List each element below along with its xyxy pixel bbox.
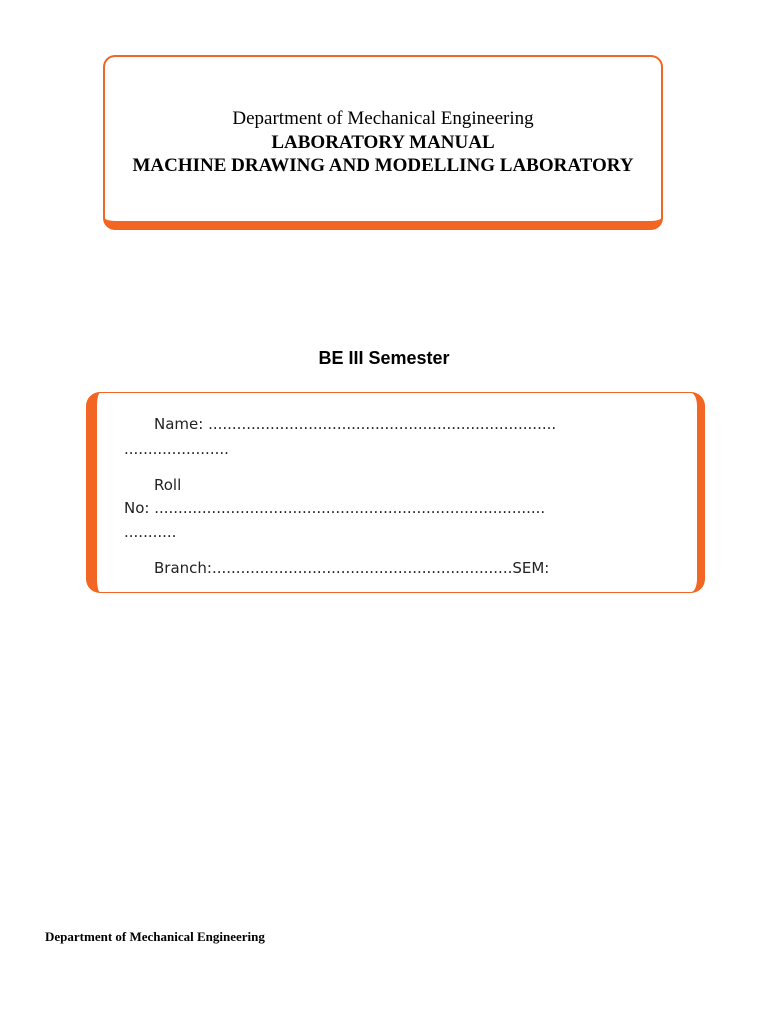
student-info-box [86, 392, 705, 593]
branch-sem-field-line: Branch:...............................................................SEM: [154, 559, 550, 577]
name-field-line: Name: ......................................................................... [154, 415, 557, 433]
roll-field-continuation: ........... [124, 523, 177, 541]
footer-department: Department of Mechanical Engineering [45, 929, 265, 944]
roll-field-line: No: .................................................................................. [124, 499, 546, 517]
department-title: Department of Mechanical Engineering [232, 108, 534, 129]
roll-label: Roll [154, 476, 182, 494]
name-field-continuation: ...................... [124, 440, 229, 458]
semester-heading: BE III Semester [318, 348, 450, 368]
title-box [103, 55, 663, 230]
manual-title: LABORATORY MANUAL [271, 132, 495, 153]
lab-title: MACHINE DRAWING AND MODELLING LABORATORY [132, 155, 634, 176]
